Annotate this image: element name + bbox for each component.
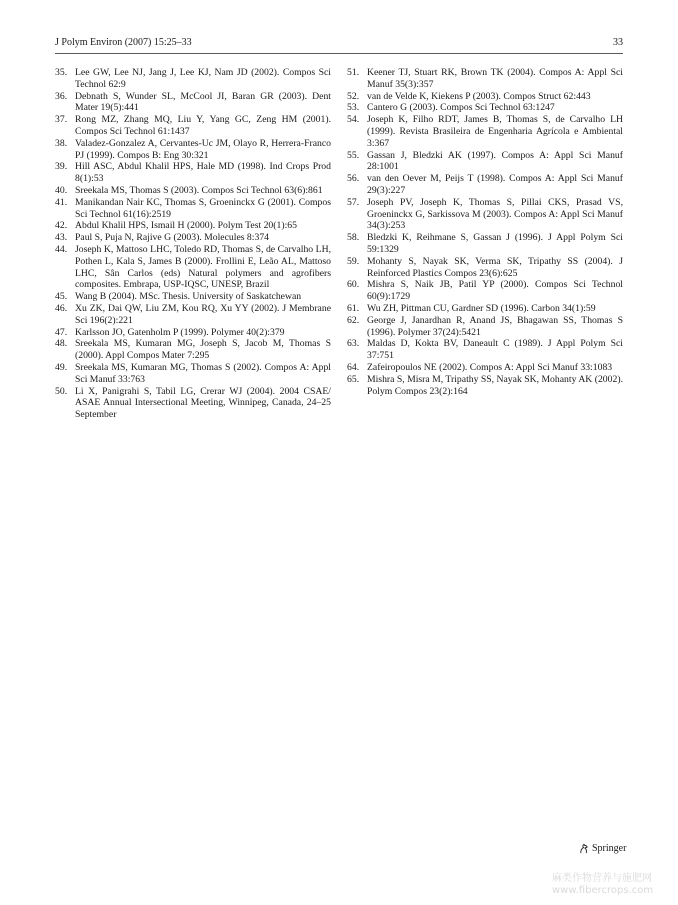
reference-text: Paul S, Puja N, Rajive G (2003). Molecules 8:374 xyxy=(75,232,270,244)
reference-item xyxy=(55,386,331,421)
reference-item xyxy=(55,138,331,162)
reference-number: 59. xyxy=(347,255,360,267)
reference-item xyxy=(347,102,623,114)
reference-text: van den Oever M, Peijs T (1998). Compos A: Appl Sci Manuf 29(3):227 xyxy=(367,173,623,196)
reference-number: 43. xyxy=(55,232,68,244)
publisher-name: Springer xyxy=(592,843,627,854)
reference-item xyxy=(55,185,331,197)
reference-item xyxy=(347,91,623,103)
reference-number: 52. xyxy=(347,90,360,102)
reference-item xyxy=(55,91,331,115)
header-rule xyxy=(55,53,623,54)
reference-text: Wang B (2004). MSc. Thesis. University of Saskatchewan xyxy=(75,291,302,303)
reference-item xyxy=(347,150,623,174)
reference-text: Bledzki K, Reihmane S, Gassan J (1996). J Appl Polym Sci 59:1329 xyxy=(367,232,623,255)
reference-text: Joseph K, Mattoso LHC, Toledo RD, Thomas S, de Carvalho LH, Pothen L, Kala S, James B (2000). Frollini E, Leão AL, Mattoso LHC, Sân Carlos (eds) Natural polymers and agrofibers composites. Embrapa, USP-IQSC, UNESP, Brazil xyxy=(75,243,331,291)
reference-number: 46. xyxy=(55,302,68,314)
reference-item xyxy=(347,173,623,197)
references-column-left xyxy=(55,67,331,421)
reference-text: Mishra S, Naik JB, Patil YP (2000). Compos Sci Technol 60(9):1729 xyxy=(367,279,623,303)
reference-number: 51. xyxy=(347,67,360,78)
reference-text: Lee GW, Lee NJ, Jang J, Lee KJ, Nam JD (2002). Compos Sci Technol 62:9 xyxy=(75,67,331,90)
reference-item xyxy=(347,303,623,315)
reference-item xyxy=(55,244,331,291)
reference-item xyxy=(347,279,623,303)
reference-text: Wu ZH, Pittman CU, Gardner SD (1996). Carbon 34(1):59 xyxy=(367,302,596,314)
reference-text: Gassan J, Bledzki AK (1997). Compos A: Appl Sci Manuf 28:1001 xyxy=(367,149,623,173)
reference-item xyxy=(55,197,331,221)
reference-number: 50. xyxy=(55,385,68,397)
reference-number: 48. xyxy=(55,338,68,350)
reference-number: 64. xyxy=(347,361,360,373)
reference-number: 49. xyxy=(55,361,68,373)
reference-text: Debnath S, Wunder SL, McCool JI, Baran GR (2003). Dent Mater 19(5):441 xyxy=(75,90,331,114)
reference-item xyxy=(347,338,623,362)
reference-number: 54. xyxy=(347,114,360,126)
reference-item xyxy=(55,220,331,232)
reference-item xyxy=(347,256,623,280)
reference-item xyxy=(347,232,623,256)
reference-number: 47. xyxy=(55,326,68,338)
reference-number: 44. xyxy=(55,243,68,255)
reference-item xyxy=(347,67,623,91)
reference-item xyxy=(55,291,331,303)
reference-number: 55. xyxy=(347,149,360,161)
reference-text: Li X, Panigrahi S, Tabil LG, Crerar WJ (2004). 2004 CSAE/ ASAE Annual Intersectional Meeting, Winnipeg, Canada, 24–25 September xyxy=(75,385,331,421)
reference-text: Joseph PV, Joseph K, Thomas S, Pillai CKS, Prasad VS, Groeninckx G, Sarkissova M (2003). Compos A: Appl Sci Manuf 34(3):253 xyxy=(367,196,623,232)
reference-item xyxy=(55,303,331,327)
reference-text: Keener TJ, Stuart RK, Brown TK (2004). Compos A: Appl Sci Manuf 35(3):357 xyxy=(367,67,623,90)
reference-text: Xu ZK, Dai QW, Liu ZM, Kou RQ, Xu YY (2002). J Membrane Sci 196(2):221 xyxy=(75,302,331,326)
reference-number: 36. xyxy=(55,90,68,102)
reference-number: 42. xyxy=(55,220,68,232)
reference-number: 61. xyxy=(347,302,360,314)
reference-text: Sreekala MS, Kumaran MG, Joseph S, Jacob M, Thomas S (2000). Appl Compos Mater 7:295 xyxy=(75,338,331,362)
reference-text: Maldas D, Kokta BV, Daneault C (1989). J Appl Polym Sci 37:751 xyxy=(367,338,623,362)
reference-item xyxy=(347,197,623,232)
reference-text: Zafeiropoulos NE (2002). Compos A: Appl Sci Manuf 33:1083 xyxy=(367,361,613,373)
reference-item xyxy=(55,232,331,244)
reference-item xyxy=(347,315,623,339)
reference-item xyxy=(347,362,623,374)
reference-text: van de Velde K, Kiekens P (2003). Compos Struct 62:443 xyxy=(367,90,591,102)
reference-number: 40. xyxy=(55,184,68,196)
reference-number: 63. xyxy=(347,338,360,350)
reference-item xyxy=(55,67,331,91)
reference-number: 60. xyxy=(347,279,360,291)
reference-text: Cantero G (2003). Compos Sci Technol 63:1247 xyxy=(367,102,555,114)
page-number: 33 xyxy=(613,37,623,48)
reference-number: 35. xyxy=(55,67,68,78)
reference-item xyxy=(55,161,331,185)
reference-number: 45. xyxy=(55,291,68,303)
reference-text: Rong MZ, Zhang MQ, Liu Y, Yang GC, Zeng HM (2001). Compos Sci Technol 61:1437 xyxy=(75,114,331,137)
reference-text: Sreekala MS, Thomas S (2003). Compos Sci Technol 63(6):861 xyxy=(75,184,323,196)
reference-item xyxy=(347,374,623,398)
reference-number: 39. xyxy=(55,161,68,173)
reference-item xyxy=(55,362,331,386)
watermark xyxy=(552,873,674,897)
reference-number: 41. xyxy=(55,196,68,208)
reference-number: 37. xyxy=(55,114,68,126)
reference-text: Manikandan Nair KC, Thomas S, Groeninckx G (2001). Compos Sci Technol 61(16):2519 xyxy=(75,196,331,220)
reference-number: 58. xyxy=(347,232,360,244)
watermark-line-2: www.fibercrops.com xyxy=(552,885,654,896)
references-column-right xyxy=(347,67,623,397)
reference-item xyxy=(55,338,331,362)
journal-citation: J Polym Environ (2007) 15:25–33 xyxy=(55,37,192,48)
springer-horse-icon xyxy=(578,843,589,854)
watermark-line-1: 麻类作物营养与施肥网 xyxy=(552,873,652,884)
reference-number: 38. xyxy=(55,137,68,149)
reference-text: George J, Janardhan R, Anand JS, Bhagawan SS, Thomas S (1996). Polymer 37(24):5421 xyxy=(367,314,623,338)
reference-text: Sreekala MS, Kumaran MG, Thomas S (2002). Compos A: Appl Sci Manuf 33:763 xyxy=(75,361,331,385)
running-header xyxy=(55,37,623,49)
reference-number: 65. xyxy=(347,373,360,385)
reference-text: Hill ASC, Abdul Khalil HPS, Hale MD (1998). Ind Crops Prod 8(1):53 xyxy=(75,161,331,185)
reference-text: Mishra S, Misra M, Tripathy SS, Nayak SK, Mohanty AK (2002). Polym Compos 23(2):164 xyxy=(367,373,623,397)
reference-text: Abdul Khalil HPS, Ismail H (2000). Polym Test 20(1):65 xyxy=(75,220,297,232)
reference-number: 57. xyxy=(347,196,360,208)
reference-text: Joseph K, Filho RDT, James B, Thomas S, de Carvalho LH (1999). Revista Brasileira de Engenharia Agrícola e Ambiental 3:367 xyxy=(367,114,623,149)
reference-text: Valadez-Gonzalez A, Cervantes-Uc JM, Olayo R, Herrera-Franco PJ (1999). Compos B: Eng 30:321 xyxy=(75,137,331,161)
reference-number: 53. xyxy=(347,102,360,114)
reference-text: Karlsson JO, Gatenholm P (1999). Polymer 40(2):379 xyxy=(75,326,285,338)
publisher-logo xyxy=(578,843,626,854)
reference-number: 56. xyxy=(347,173,360,185)
reference-item xyxy=(347,114,623,149)
reference-item xyxy=(55,327,331,339)
reference-item xyxy=(55,114,331,138)
reference-number: 62. xyxy=(347,314,360,326)
reference-text: Mohanty S, Nayak SK, Verma SK, Tripathy SS (2004). J Reinforced Plastics Compos 23(6):625 xyxy=(367,255,623,279)
